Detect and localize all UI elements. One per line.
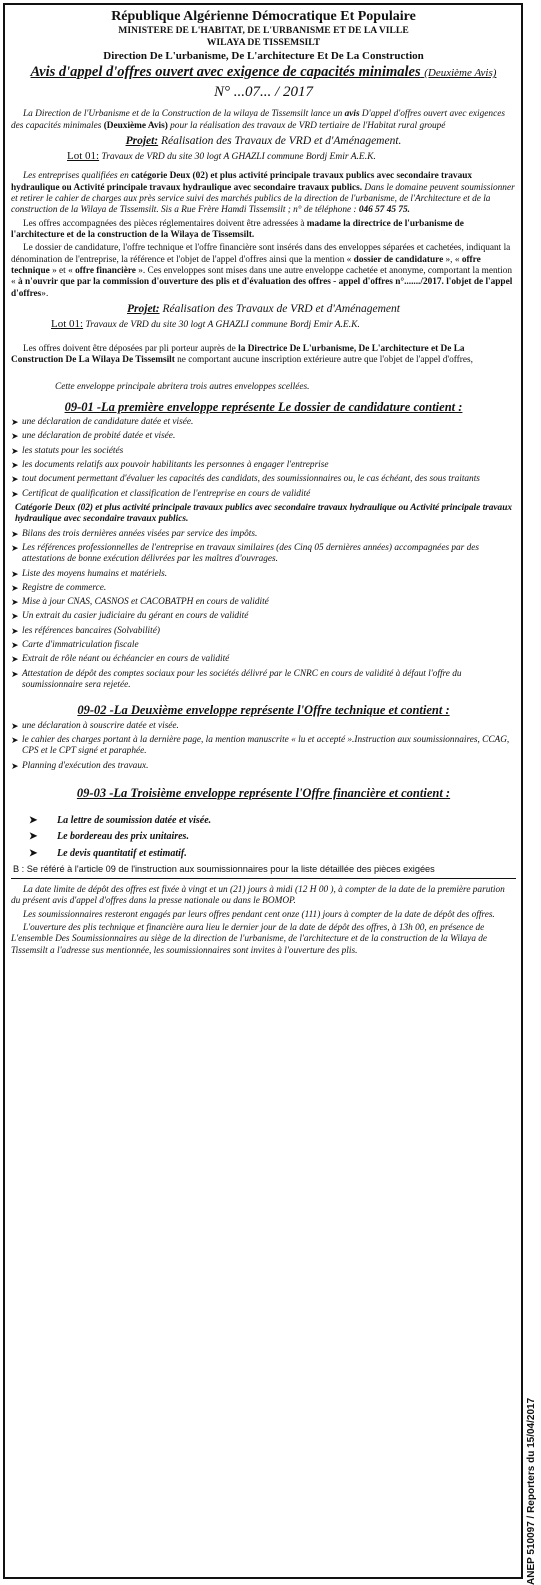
dossier-f: offre financière: [75, 266, 136, 277]
dossier-e: » et «: [52, 266, 73, 277]
list-item-text: Extrait de rôle néant ou échéancier en cours de validité: [22, 654, 230, 665]
list-item-text: Bilans des trois dernières années visées par service des impôts.: [22, 528, 258, 539]
section-09-01-title: 09-01 -La première enveloppe représente Le dossier de candidature contient :: [64, 399, 463, 414]
intro-text1: La Direction de l'Urbanisme et de la Construction de la wilaya de Tissemsilt lance un: [23, 109, 343, 120]
section-09-01-categorie: Catégorie Deux (02) et plus activité principale travaux publics avec secondaire travaux hydraulique ou Activité principale travaux hydraulique avec secondaire travaux publics.: [15, 502, 513, 525]
depot-c: ne comportant aucune inscription extérieure autre que l'objet de l'appel d'offres,: [174, 354, 473, 365]
avis-subtitle: (Deuxième Avis): [424, 67, 497, 80]
arrow-bullet-icon: ➤: [11, 611, 19, 622]
arrow-bullet-icon: ➤: [11, 416, 19, 427]
list-item-text: Un extrait du casier judiciaire du gérant en cours de validité: [22, 611, 249, 622]
list-item: [29, 848, 516, 860]
depot-a: Les offres doivent être déposées par pli porteur auprès de: [23, 343, 236, 354]
closing-paragraph: L'ouverture des plis technique et financière aura lieu le dernier jour de la date de dépôt des offres, à 13h 00, en présence de L'ensemble Des Soumissionnaires au siège de la direction de l'urbanisme, de l'architecture et de la construction de la Wilaya de Tissemsilt a l'adresse sus mentionnée, les soumissionnaires sont invites à l'ouverture des plis.: [11, 923, 488, 956]
dossier-a: Le dossier de candidature, l'offre technique et l'offre financière sont insérés dans des enveloppes séparées et cachetées, indiquant la dénomination de l'entreprise, la référence et l'objet de l'appel d'offres ainsi que la mention «: [11, 243, 511, 265]
dossier-d: offre technique: [11, 254, 481, 277]
header-wilaya: WILAYA DE TISSEMSILT: [206, 37, 321, 49]
projet-2-label: Projet:: [127, 303, 160, 316]
list-item-text: Liste des moyens humains et matériels.: [22, 568, 168, 579]
intro-paragraph: [11, 109, 516, 132]
list-item: [11, 543, 516, 566]
dossier-i: ».: [41, 288, 49, 299]
list-item: [11, 654, 516, 665]
list-item-text: une déclaration de candidature datée et visée.: [22, 416, 194, 427]
list-item: [11, 611, 516, 622]
lot-1-label: Lot 01:: [67, 149, 100, 162]
intro-text2: D'appel d'offres ouvert avec exigences des capacités minimales: [11, 109, 505, 131]
list-item: [11, 446, 516, 457]
intro-avis: avis: [344, 109, 360, 120]
arrow-bullet-icon: ➤: [11, 528, 19, 539]
section-09-01-list: [11, 417, 516, 500]
arrow-bullet-icon: ➤: [11, 459, 19, 470]
arrow-bullet-icon: ➤: [11, 735, 19, 746]
list-item-text: les références bancaires (Solvabilité): [22, 625, 160, 636]
list-item-text: Mise à jour CNAS, CASNOS et CACOBATPH en cours de validité: [22, 597, 269, 608]
section-09-02-title: 09-02 -La Deuxième enveloppe représente l'Offre technique et contient :: [77, 703, 450, 718]
arrow-bullet-icon: ➤: [29, 815, 38, 827]
list-item-text: tout document permettant d'évaluer les capacités des candidats, des soumissionnaires ou, le cas échéant, des sous traitants: [22, 474, 480, 485]
list-item-text: Certificat de qualification et classification de l'entreprise en cours de validité: [22, 488, 311, 499]
notice-frame: [3, 3, 523, 1579]
arrow-bullet-icon: ➤: [11, 431, 19, 442]
list-item: [11, 431, 516, 442]
list-item-text: La lettre de soumission datée et visée.: [57, 815, 212, 827]
section-09-01-list-2: [11, 529, 516, 692]
arrow-bullet-icon: ➤: [11, 625, 19, 636]
list-item-text: Les références professionnelles de l'entreprise en travaux similaires (des Cinq 05 dernières années) accompagnées par des attestations de bonne exécution délivrées par les maîtres d'ouvrages.: [22, 542, 480, 565]
closing-paragraph: Les soumissionnaires resteront engagés par leurs offres pendant cent onze (111) jours à compter de la date de dépôt des offres.: [23, 909, 495, 920]
header-direction: Direction De L'urbanisme, De L'architecture Et De La Construction: [103, 50, 424, 63]
projet-2-text: Réalisation des Travaux de VRD et d'Aménagement: [159, 303, 400, 316]
list-item: [11, 640, 516, 651]
entreprises-a: Les entreprises qualifiées en: [23, 171, 129, 182]
list-item: [11, 597, 516, 608]
list-item-text: Planning d'exécution des travaux.: [22, 760, 149, 771]
side-credit: ANEP 510097 / Reporters du 15/04/2017: [526, 1397, 537, 1585]
lot-2-label: Lot 01:: [51, 318, 84, 331]
lot-2-text: Travaux de VRD du site 30 logt A GHAZLI commune Bordj Emir A.E.K.: [83, 320, 360, 331]
list-item: [11, 626, 516, 637]
projet-1: [11, 134, 516, 148]
list-item: [11, 669, 516, 692]
header-republic: République Algérienne Démocratique Et Populaire: [111, 9, 416, 24]
arrow-bullet-icon: ➤: [11, 668, 19, 679]
intro-deux: (Deuxième Avis): [103, 120, 168, 131]
lot-1: [67, 150, 516, 164]
header-ministry: MINISTERE DE L'HABITAT, DE L'URBANISME ET DE LA VILLE: [118, 25, 409, 37]
section-09-02-list: [11, 721, 516, 772]
enveloppe-intro: Cette enveloppe principale abritera trois autres enveloppes scellées.: [55, 382, 310, 393]
dossier-paragraph: [11, 243, 516, 300]
depot-b: la Directrice De L'urbanisme, De L'architecture et De La Construction De La Wilaya De Tissemsilt: [11, 343, 465, 365]
arrow-bullet-icon: ➤: [11, 760, 19, 771]
arrow-bullet-icon: ➤: [11, 720, 19, 731]
list-item: [11, 417, 516, 428]
list-item-text: les statuts pour les sociétés: [22, 445, 124, 456]
lot-2: [51, 318, 516, 332]
intro-text3: pour la réalisation des travaux de VRD tertiaire de l'Habitat rural groupé: [170, 120, 446, 131]
entreprises-paragraph: [11, 171, 516, 216]
offres-b: madame la directrice de l'urbanisme de l'architecture et de la construction de la Wilaya de Tissemsilt.: [11, 218, 464, 241]
entreprises-b: catégorie Deux (02) et plus activité principale travaux publics avec secondaire travaux hydraulique ou Activité principale travaux hydraulique avec secondaire travaux publics.: [11, 171, 473, 193]
dossier-g: ». Ces enveloppes sont mises dans une autre enveloppe cachetée et anonyme, comportant la mention «: [11, 266, 513, 288]
depot-paragraph: [11, 344, 516, 367]
section-09-03-title: 09-03 -La Troisième enveloppe représente l'Offre financière et contient :: [76, 786, 451, 801]
list-item-text: une déclaration de probité datée et visée.: [22, 431, 176, 442]
list-item: [11, 761, 516, 772]
offres-paragraph: [11, 219, 516, 242]
phone-number: 046 57 45 75.: [358, 205, 410, 216]
section-09-03-list: [11, 815, 516, 860]
list-item: [29, 815, 516, 827]
projet-1-text: Réalisation des Travaux de VRD et d'Aménagement.: [158, 134, 402, 147]
dossier-b: dossier de candidature: [353, 254, 444, 265]
list-item: [11, 460, 516, 471]
avis-title: [11, 63, 516, 82]
arrow-bullet-icon: ➤: [11, 597, 19, 608]
arrow-bullet-icon: ➤: [11, 568, 19, 579]
notice-body: [5, 5, 521, 957]
list-item-text: Le devis quantitatif et estimatif.: [57, 847, 187, 859]
dossier-h: à n'ouvrir que par la commission d'ouverture des plis et d'évaluation des offres - appel d'offres n°......./2017. l'objet de l'appel d'offres: [11, 277, 513, 299]
list-item: [11, 474, 516, 485]
arrow-bullet-icon: ➤: [29, 831, 38, 843]
projet-1-label: Projet:: [125, 134, 159, 147]
list-item: [11, 489, 516, 500]
list-item-text: Le bordereau des prix unitaires.: [57, 831, 189, 843]
list-item-text: Attestation de dépôt des comptes sociaux pour les sociétés délivré par le CNRC en cours de validité à défaut l'offre du soumissionnaire sera rejetée.: [22, 668, 462, 691]
list-item-text: les documents relatifs aux pouvoir habilitants les personnes à engager l'entreprise: [22, 459, 329, 470]
note-b: B : Se référé à l'article 09 de l'instruction aux soumissionnaires pour la liste détaillée des pièces exigées: [11, 864, 516, 879]
arrow-bullet-icon: ➤: [29, 847, 38, 859]
list-item: [11, 529, 516, 540]
projet-2: [11, 302, 516, 316]
closing-paragraphs: [11, 885, 516, 957]
list-item: [11, 583, 516, 594]
list-item: [11, 721, 516, 732]
list-item: [11, 735, 516, 758]
list-item-text: Registre de commerce.: [22, 582, 107, 593]
arrow-bullet-icon: ➤: [11, 488, 19, 499]
avis-number: N° ...07... / 2017: [214, 84, 313, 101]
list-item-text: Carte d'immatriculation fiscale: [22, 640, 139, 651]
offres-a: Les offres accompagnées des pièces réglementaires doivent être adressées à: [23, 218, 305, 229]
arrow-bullet-icon: ➤: [11, 582, 19, 593]
avis-title-text: Avis d'appel d'offres ouvert avec exigence de capacités minimales: [30, 64, 421, 81]
arrow-bullet-icon: ➤: [11, 640, 19, 651]
arrow-bullet-icon: ➤: [11, 654, 19, 665]
list-item-text: une déclaration à souscrire datée et visée.: [22, 720, 179, 731]
list-item: [29, 831, 516, 843]
entreprises-c: Dans le domaine peuvent soumissionner et retirer le cahier de charges aux près service suivi des marchés publics de la direction de l'urbanisme, de l'Architecture et de la construction de la Wilaya de Tissemsilt. Sis a Rue Frère Hamdi Tissemsilt ; n° de téléphone :: [11, 182, 515, 216]
arrow-bullet-icon: ➤: [11, 542, 19, 553]
closing-paragraph: La date limite de dépôt des offres est fixée à vingt et un (21) jours à midi (12 H 00 ), à compter de la date de la première parution du présent avis d'appel d'offres dans la presse nationale ou dans le BOMOP.: [11, 885, 505, 907]
lot-1-text: Travaux de VRD du site 30 logt A GHAZLI commune Bordj Emir A.E.K.: [99, 151, 376, 162]
arrow-bullet-icon: ➤: [11, 474, 19, 485]
arrow-bullet-icon: ➤: [11, 445, 19, 456]
list-item-text: le cahier des charges portant à la dernière page, la mention manuscrite « lu et accepté ».Instruction aux soumissionnaires, CCAG, CPS et le CPT signé et paraphée.: [22, 735, 510, 757]
dossier-c: », «: [445, 254, 460, 265]
list-item: [11, 569, 516, 580]
